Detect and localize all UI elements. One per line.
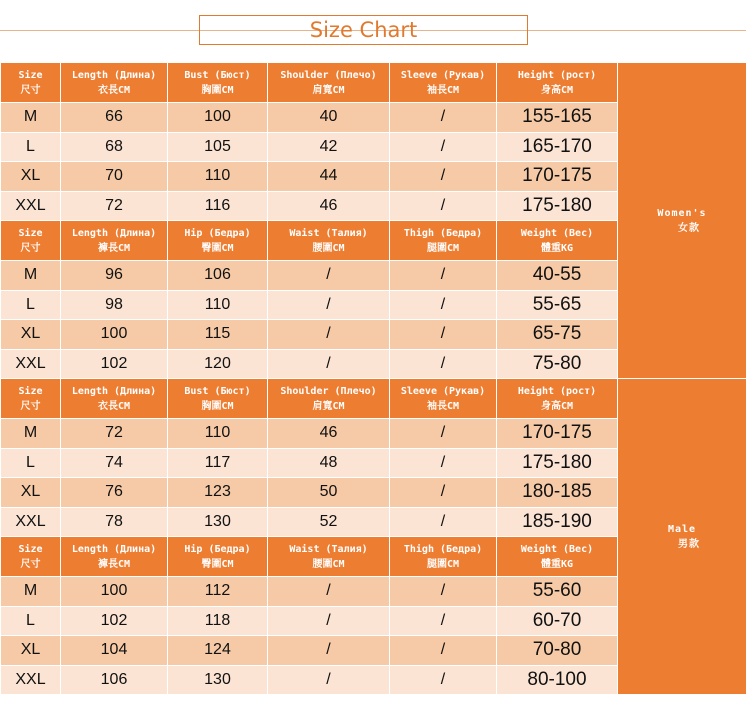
col-header-4 — [390, 537, 497, 577]
header-label-cn: 尺寸 — [20, 558, 41, 570]
header-label-cn: 身高CM — [540, 400, 574, 412]
group-label-cn: 男款 — [678, 538, 700, 550]
value-cell: 106 — [61, 665, 168, 695]
header-label-cn: 臀圍CM — [201, 242, 234, 254]
size-cell: XXL — [1, 665, 61, 695]
col-header-5 — [497, 537, 618, 577]
header-label-en: Waist (Талия) — [289, 543, 368, 555]
header-label-en: Length (Длина) — [71, 543, 157, 555]
value-cell: / — [268, 290, 390, 320]
value-cell: / — [390, 132, 497, 162]
header-label-en: Hip (Бедра) — [184, 543, 251, 555]
range-cell: 55-60 — [497, 577, 618, 607]
value-cell: 46 — [268, 419, 390, 449]
value-cell: 100 — [61, 320, 168, 350]
header-label-cn: 肩寬CM — [312, 400, 345, 412]
col-header-1 — [61, 537, 168, 577]
size-header — [1, 379, 61, 419]
header-row — [1, 379, 746, 419]
size-cell: M — [1, 419, 61, 449]
group-label-en: Male — [667, 523, 697, 535]
value-cell: 100 — [168, 103, 268, 133]
size-cell: XXL — [1, 507, 61, 537]
value-cell: 104 — [61, 636, 168, 666]
value-cell: 102 — [61, 606, 168, 636]
header-label-cn: 體重KG — [540, 242, 574, 254]
value-cell: 42 — [268, 132, 390, 162]
value-cell: 48 — [268, 448, 390, 478]
value-cell: / — [390, 290, 497, 320]
col-header-3 — [268, 221, 390, 261]
value-cell: / — [390, 448, 497, 478]
value-cell: 123 — [168, 478, 268, 508]
value-cell: / — [390, 103, 497, 133]
value-cell: 120 — [168, 349, 268, 379]
range-cell: 185-190 — [497, 507, 618, 537]
value-cell: 78 — [61, 507, 168, 537]
header-label-en: Sleeve (Рукав) — [400, 385, 486, 397]
header-label-cn: 體重KG — [540, 558, 574, 570]
value-cell: 72 — [61, 191, 168, 221]
col-header-1 — [61, 379, 168, 419]
value-cell: 118 — [168, 606, 268, 636]
header-label-cn: 腿圍CM — [426, 558, 460, 570]
size-header — [1, 537, 61, 577]
size-cell: XL — [1, 320, 61, 350]
header-label-cn: 腿圍CM — [426, 242, 460, 254]
header-label-cn: 腰圍CM — [312, 242, 345, 254]
value-cell: / — [268, 636, 390, 666]
value-cell: 68 — [61, 132, 168, 162]
range-cell: 80-100 — [497, 665, 618, 695]
header-label-en: Hip (Бедра) — [184, 227, 251, 239]
size-cell: XXL — [1, 349, 61, 379]
header-label-cn: 胸圍CM — [201, 400, 234, 412]
range-cell: 175-180 — [497, 191, 618, 221]
header-label-en: Size — [18, 227, 43, 239]
value-cell: 117 — [168, 448, 268, 478]
header-label-cn: 身高CM — [540, 84, 574, 96]
value-cell: 46 — [268, 191, 390, 221]
value-cell: 110 — [168, 290, 268, 320]
value-cell: / — [390, 606, 497, 636]
value-cell: 115 — [168, 320, 268, 350]
header-label-en: Height (рост) — [517, 385, 597, 397]
header-label-en: Length (Длина) — [71, 69, 157, 81]
size-cell: L — [1, 606, 61, 636]
col-header-5 — [497, 221, 618, 261]
value-cell: 44 — [268, 162, 390, 192]
header-label-en: Size — [18, 385, 43, 397]
size-cell: XL — [1, 478, 61, 508]
col-header-3 — [268, 537, 390, 577]
size-cell: M — [1, 103, 61, 133]
value-cell: / — [268, 349, 390, 379]
header-label-cn: 褲長CM — [97, 558, 131, 570]
range-cell: 165-170 — [497, 132, 618, 162]
group-label-en: Women's — [657, 207, 707, 219]
range-cell: 40-55 — [497, 261, 618, 291]
header-label-en: Length (Длина) — [71, 227, 157, 239]
size-cell: XL — [1, 636, 61, 666]
value-cell: 52 — [268, 507, 390, 537]
range-cell: 180-185 — [497, 478, 618, 508]
value-cell: 112 — [168, 577, 268, 607]
size-header — [1, 63, 61, 103]
header-label-en: Weight (Вес) — [520, 227, 594, 239]
value-cell: 130 — [168, 507, 268, 537]
header-label-cn: 尺寸 — [20, 242, 41, 254]
header-label-cn: 尺寸 — [20, 84, 41, 96]
header-label-en: Size — [18, 543, 43, 555]
size-cell: L — [1, 132, 61, 162]
value-cell: / — [268, 665, 390, 695]
header-label-cn: 尺寸 — [20, 400, 41, 412]
col-header-2 — [168, 63, 268, 103]
value-cell: 66 — [61, 103, 168, 133]
header-label-en: Height (рост) — [517, 69, 597, 81]
group-label-cell — [618, 63, 746, 379]
value-cell: 110 — [168, 419, 268, 449]
header-row — [1, 63, 746, 103]
range-cell: 170-175 — [497, 162, 618, 192]
value-cell: / — [268, 577, 390, 607]
value-cell: / — [390, 162, 497, 192]
header-label-cn: 衣長CM — [97, 84, 131, 96]
value-cell: 110 — [168, 162, 268, 192]
page-title: Size Chart — [199, 15, 528, 45]
col-header-5 — [497, 379, 618, 419]
range-cell: 170-175 — [497, 419, 618, 449]
value-cell: / — [268, 261, 390, 291]
range-cell: 65-75 — [497, 320, 618, 350]
size-chart-body — [1, 63, 746, 695]
value-cell: 102 — [61, 349, 168, 379]
header-label-en: Size — [18, 69, 43, 81]
group-label-cn: 女款 — [678, 222, 700, 234]
size-cell: XXL — [1, 191, 61, 221]
value-cell: 70 — [61, 162, 168, 192]
value-cell: / — [390, 261, 497, 291]
col-header-4 — [390, 63, 497, 103]
header-label-en: Waist (Талия) — [289, 227, 368, 239]
value-cell: / — [390, 636, 497, 666]
group-label-cell — [618, 379, 746, 695]
value-cell: / — [390, 419, 497, 449]
col-header-3 — [268, 63, 390, 103]
header-label-en: Thigh (Бедра) — [403, 227, 483, 239]
value-cell: 130 — [168, 665, 268, 695]
header-label-en: Length (Длина) — [71, 385, 157, 397]
header-label-cn: 肩寬CM — [312, 84, 345, 96]
value-cell: / — [390, 577, 497, 607]
col-header-1 — [61, 221, 168, 261]
header-label-en: Sleeve (Рукав) — [400, 69, 486, 81]
range-cell: 55-65 — [497, 290, 618, 320]
col-header-5 — [497, 63, 618, 103]
value-cell: 96 — [61, 261, 168, 291]
header-label-cn: 腰圍CM — [312, 558, 345, 570]
col-header-2 — [168, 379, 268, 419]
range-cell: 60-70 — [497, 606, 618, 636]
value-cell: / — [268, 606, 390, 636]
header-label-cn: 褲長CM — [97, 242, 131, 254]
value-cell: 124 — [168, 636, 268, 666]
value-cell: / — [390, 665, 497, 695]
size-chart-table — [0, 62, 746, 695]
range-cell: 155-165 — [497, 103, 618, 133]
col-header-2 — [168, 537, 268, 577]
header-label-en: Bust (Бюст) — [184, 69, 251, 81]
header-label-cn: 袖長CM — [426, 84, 460, 96]
value-cell: / — [390, 478, 497, 508]
value-cell: 40 — [268, 103, 390, 133]
value-cell: 105 — [168, 132, 268, 162]
header-label-cn: 袖長CM — [426, 400, 460, 412]
value-cell: 76 — [61, 478, 168, 508]
value-cell: 100 — [61, 577, 168, 607]
value-cell: 72 — [61, 419, 168, 449]
col-header-4 — [390, 379, 497, 419]
size-cell: L — [1, 290, 61, 320]
col-header-4 — [390, 221, 497, 261]
value-cell: 116 — [168, 191, 268, 221]
header-label-cn: 胸圍CM — [201, 84, 234, 96]
size-cell: XL — [1, 162, 61, 192]
header-label-en: Bust (Бюст) — [184, 385, 251, 397]
header-label-en: Weight (Вес) — [520, 543, 594, 555]
range-cell: 75-80 — [497, 349, 618, 379]
header-label-cn: 衣長CM — [97, 400, 131, 412]
col-header-1 — [61, 63, 168, 103]
col-header-3 — [268, 379, 390, 419]
value-cell: 106 — [168, 261, 268, 291]
header-label-cn: 臀圍CM — [201, 558, 234, 570]
value-cell: 74 — [61, 448, 168, 478]
value-cell: / — [390, 320, 497, 350]
value-cell: / — [390, 349, 497, 379]
size-cell: M — [1, 577, 61, 607]
size-cell: M — [1, 261, 61, 291]
header-label-en: Thigh (Бедра) — [403, 543, 483, 555]
range-cell: 175-180 — [497, 448, 618, 478]
value-cell: / — [390, 507, 497, 537]
value-cell: 50 — [268, 478, 390, 508]
col-header-2 — [168, 221, 268, 261]
value-cell: / — [390, 191, 497, 221]
size-cell: L — [1, 448, 61, 478]
value-cell: / — [268, 320, 390, 350]
value-cell: 98 — [61, 290, 168, 320]
header-label-en: Shoulder (Плечо) — [280, 385, 377, 397]
range-cell: 70-80 — [497, 636, 618, 666]
header-label-en: Shoulder (Плечо) — [280, 69, 377, 81]
size-header — [1, 221, 61, 261]
